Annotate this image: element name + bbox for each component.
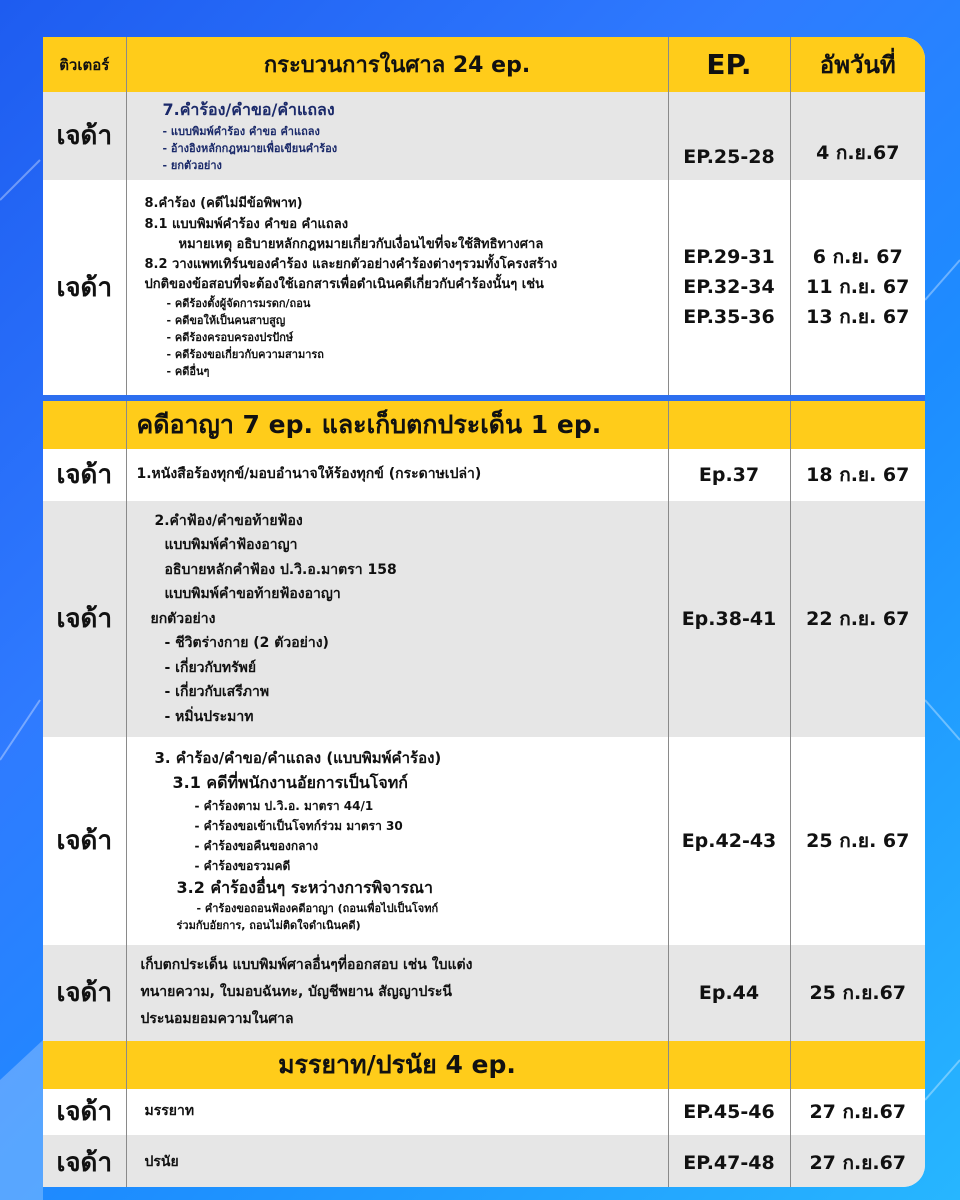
section-title: มรรยาท/ปรนัย 4 ep. [126, 1041, 668, 1089]
section-blank [668, 1041, 790, 1089]
list-item: - แบบพิมพ์คำร้อง คำขอ คำแถลง [162, 124, 320, 138]
list-item: - ชีวิตร่างกาย (2 ตัวอย่าง) [164, 635, 329, 652]
list-item: - คำร้องขอคืนของกลาง [194, 838, 319, 853]
ep-cell: Ep.44 [668, 945, 790, 1041]
list-item: - คำร้องตาม ป.วิ.อ. มาตรา 44/1 [194, 798, 374, 813]
section-header-ethics [43, 1041, 925, 1089]
content-line: 8.1 แบบพิมพ์คำร้อง คำขอ คำแถลง [144, 216, 349, 232]
header-updated: อัพวันที่ [790, 37, 925, 92]
tutor-cell: เจด้า [43, 92, 126, 180]
ep-value: EP.29-31 [683, 246, 775, 269]
table-row [43, 737, 925, 945]
content-line: ปกติของข้อสอบที่จะต้องใช้เอกสารเพื่อดำเนินคดีเกี่ยวกับคำร้องนั้นๆ เช่น [144, 277, 544, 293]
ep-cell: Ep.37 [668, 449, 790, 501]
content-line: 8.2 วางแพทเทิร์นของคำร้อง และยกตัวอย่างคำร้องต่างๆรวมทั้งโครงสร้าง [144, 256, 558, 272]
list-item: - เกี่ยวกับทรัพย์ [164, 659, 257, 676]
content-cell [126, 501, 668, 737]
ep-cell [668, 180, 790, 395]
ep-cell: EP.45-46 [668, 1089, 790, 1135]
tutor-cell: เจด้า [43, 180, 126, 395]
content-cell [126, 92, 668, 180]
content-line: แบบพิมพ์คำขอท้ายฟ้องอาญา [164, 586, 341, 603]
list-item: - อ้างอิงหลักกฎหมายเพื่อเขียนคำร้อง [162, 141, 338, 155]
list-item: - คดีร้องครอบครองปรปักษ์ [166, 331, 294, 345]
section-blank [790, 1041, 925, 1089]
topic-title: 3. คำร้อง/คำขอ/คำแถลง (แบบพิมพ์คำร้อง) [154, 749, 442, 768]
section-blank [43, 1041, 126, 1089]
tutor-cell: เจด้า [43, 501, 126, 737]
table-row [43, 501, 925, 737]
content-cell: ปรนัย [126, 1135, 668, 1187]
header-row [43, 37, 925, 92]
content-cell [126, 180, 668, 395]
section-header-criminal [43, 401, 925, 449]
content-line: 8.คำร้อง (คดีไม่มีข้อพิพาท) [144, 196, 303, 212]
list-item: - หมิ่นประมาท [164, 708, 254, 725]
table-row [43, 180, 925, 395]
date-value: 11 ก.ย. 67 [806, 276, 910, 299]
tutor-cell: เจด้า [43, 1135, 126, 1187]
table-row [43, 945, 925, 1041]
content-line: 2.คำฟ้อง/คำขอท้ายฟ้อง [154, 512, 303, 529]
table-row [43, 92, 925, 180]
date-cell: 25 ก.ย. 67 [790, 737, 925, 945]
date-cell: 27 ก.ย.67 [790, 1135, 925, 1187]
list-item: - คดีร้องขอเกี่ยวกับความสามารถ [166, 348, 324, 362]
content-line: ยกตัวอย่าง [150, 610, 216, 627]
content-line: แบบพิมพ์คำฟ้องอาญา [164, 537, 298, 554]
list-item: - คดีร้องตั้งผู้จัดการมรดก/ถอน [166, 297, 311, 311]
ep-cell: Ep.38-41 [668, 501, 790, 737]
section-blank [668, 401, 790, 449]
section-blank [790, 401, 925, 449]
list-item: - คดีอื่นๆ [166, 365, 210, 379]
content-line: เก็บตกประเด็น แบบพิมพ์ศาลอื่นๆที่ออกสอบ เช่น ใบแต่ง [140, 957, 473, 974]
tutor-cell: เจด้า [43, 449, 126, 501]
date-cell: 18 ก.ย. 67 [790, 449, 925, 501]
ep-cell: EP.25-28 [668, 92, 790, 180]
tutor-cell: เจด้า [43, 1089, 126, 1135]
subtopic-title: 3.2 คำร้องอื่นๆ ระหว่างการพิจารณา [176, 877, 433, 897]
list-item: - ยกตัวอย่าง [162, 158, 222, 172]
date-cell: 27 ก.ย.67 [790, 1089, 925, 1135]
list-item: ร่วมกับอัยการ, ถอนไม่ติดใจดำเนินคดี) [176, 919, 361, 933]
ep-value: EP.32-34 [683, 276, 775, 299]
ep-value: EP.35-36 [683, 306, 775, 329]
section-title: คดีอาญา 7 ep. และเก็บตกประเด็น 1 ep. [126, 401, 668, 449]
tutor-cell: เจด้า [43, 737, 126, 945]
date-cell [790, 180, 925, 395]
content-cell [126, 737, 668, 945]
content-line: ทนายความ, ใบมอบฉันทะ, บัญชีพยาน สัญญาประนี [140, 984, 452, 1001]
date-cell: 22 ก.ย. 67 [790, 501, 925, 737]
ep-cell: EP.47-48 [668, 1135, 790, 1187]
list-item: - คำร้องขอรวมคดี [194, 858, 291, 873]
content-line: ประนอมยอมความในศาล [140, 1011, 294, 1028]
date-value: 6 ก.ย. 67 [812, 246, 903, 269]
content-line: อธิบายหลักคำฟ้อง ป.วิ.อ.มาตรา 158 [164, 561, 397, 578]
date-cell: 25 ก.ย.67 [790, 945, 925, 1041]
table-row [43, 1135, 925, 1187]
schedule-table-card [43, 37, 925, 1187]
content-line: หมายเหตุ อธิบายหลักกฎหมายเกี่ยวกับเงื่อนไขที่จะใช้สิทธิทางศาล [178, 236, 544, 252]
content-cell [126, 945, 668, 1041]
date-cell: 4 ก.ย.67 [790, 92, 925, 180]
header-tutor: ติวเตอร์ [43, 37, 126, 92]
list-item: - คำร้องขอถอนฟ้องคดีอาญา (ถอนเพื่อไปเป็นโจทก์ [196, 902, 439, 916]
schedule-table [43, 37, 925, 1187]
list-item: - คดีขอให้เป็นคนสาบสูญ [166, 314, 286, 328]
header-ep: EP. [668, 37, 790, 92]
tutor-cell: เจด้า [43, 945, 126, 1041]
content-cell: 1.หนังสือร้องทุกข์/มอบอำนาจให้ร้องทุกข์ (กระดาษเปล่า) [126, 449, 668, 501]
list-item: - เกี่ยวกับเสรีภาพ [164, 684, 270, 701]
header-process: กระบวนการในศาล 24 ep. [126, 37, 668, 92]
list-item: - คำร้องขอเข้าเป็นโจทก์ร่วม มาตรา 30 [194, 818, 403, 833]
subtopic-title: 3.1 คดีที่พนักงานอัยการเป็นโจทก์ [172, 772, 408, 792]
ep-cell: Ep.42-43 [668, 737, 790, 945]
section-blank [43, 401, 126, 449]
date-value: 13 ก.ย. 67 [806, 306, 910, 329]
content-cell: มรรยาท [126, 1089, 668, 1135]
table-row [43, 449, 925, 501]
table-row [43, 1089, 925, 1135]
topic-title: 7.คำร้อง/คำขอ/คำแถลง [162, 100, 335, 119]
